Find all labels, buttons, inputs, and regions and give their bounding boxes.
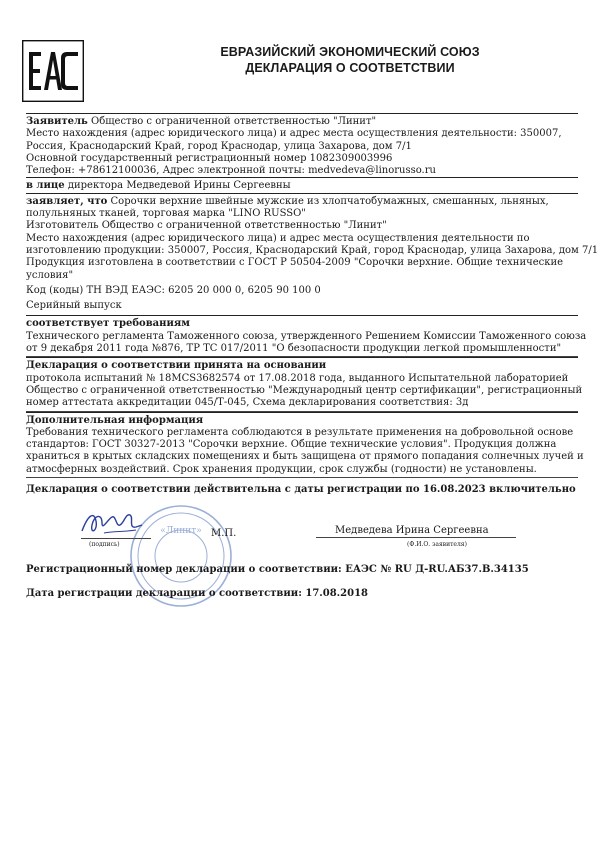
basis-line-1: протокола испытаний № 18MCS3682574 от 17.08.2018 года, выданного Испытательной лабораторией	[26, 372, 569, 384]
signer-name: Медведева Ирина Сергеевна	[335, 525, 489, 536]
registration-date: Дата регистрации декларации о соответствии: 17.08.2018	[26, 588, 368, 599]
stamp-place-label: М.П.	[211, 528, 237, 539]
additional-line-1: Требования технического регламента соблюдаются в результате применения на добровольной основе	[26, 426, 574, 438]
additional-line-3: храниться в крытых складских помещениях и быть защищена от прямого попадания солнечных лучей и	[26, 451, 584, 463]
handwritten-signature	[78, 505, 144, 541]
basis-label: Декларация о соответствии принята на основании	[26, 360, 327, 372]
representative-label: в лице	[26, 180, 65, 192]
eac-logo	[22, 40, 84, 102]
applicant-address-2: Россия, Краснодарский Край, город Краснодар, улица Захарова, дом 7/1	[26, 140, 412, 152]
conformity-line-2: от 9 декабря 2011 года №876, ТР ТС 017/2011 "О безопасности продукции легкой промышленности"	[26, 343, 578, 357]
manufacturer-address-2: изготовлению продукции: 350007, Россия, Краснодарский Край, город Краснодар, улица Захарова, дом 7/1	[26, 244, 599, 256]
statement-label: заявляет, что	[26, 195, 108, 207]
basis-section	[26, 357, 583, 411]
statement-line-2: полульняных тканей, торговая марка "LINO RUSSO"	[26, 208, 306, 220]
additional-section	[26, 412, 584, 478]
additional-line-4: атмосферных воздействий. Срок хранения продукции, срок службы (годности) не установлены.	[26, 464, 578, 478]
basis-line-2: Общество с ограниченной ответственностью "Международный центр сертификации", регистрационный	[26, 384, 583, 396]
validity-statement: Декларация о соответствии действительна с даты регистрации по 16.08.2023 включительно	[26, 484, 576, 496]
tnved-codes: Код (коды) ТН ВЭД ЕАЭС: 6205 20 000 0, 6205 90 100 0	[26, 284, 321, 296]
document-header	[150, 44, 550, 76]
conformity-label: соответствует требованиям	[26, 318, 190, 330]
additional-label: Дополнительная информация	[26, 414, 204, 426]
registration-number: Регистрационный номер декларации о соответствии: ЕАЭС № RU Д-RU.АБ37.В.34135	[26, 564, 529, 575]
standard-line-2: условия"	[26, 269, 74, 281]
applicant-name: Общество с ограниченной ответственностью "Линит"	[87, 116, 377, 127]
representative-text: директора Медведевой Ирины Сергеевны	[64, 180, 291, 192]
representative-section	[26, 177, 578, 192]
additional-line-2: стандартов: ГОСТ 30327-2013 "Сорочки верхние. Общие технические условия". Продукция должна	[26, 439, 557, 451]
manufacturer-address-1: Место нахождения (адрес юридического лица) и адрес места осуществления деятельности по	[26, 232, 530, 244]
signature-block	[26, 505, 578, 565]
basis-line-3: номер аттестата аккредитации 045/Т-045, Схема декларирования соответствия: 3д	[26, 397, 578, 411]
signer-line	[316, 537, 516, 538]
union-title: ЕВРАЗИЙСКИЙ ЭКОНОМИЧЕСКИЙ СОЮЗ	[220, 45, 480, 59]
applicant-section	[26, 113, 578, 177]
seal-text: «Линит»	[160, 526, 202, 536]
conformity-section	[26, 315, 587, 357]
applicant-address-1: Место нахождения (адрес юридического лица) и адрес места осуществления деятельности: 350007,	[26, 128, 562, 140]
signature-line	[81, 538, 151, 539]
statement-line-1: Сорочки верхние швейные мужские из хлопчатобумажных, смешанных, льняных,	[107, 195, 549, 207]
applicant-ogrn: Основной государственный регистрационный номер 1082309003996	[26, 152, 393, 164]
manufacturer: Изготовитель Общество с ограниченной ответственностью "Линит"	[26, 220, 387, 232]
conformity-line-1: Технического регламента Таможенного союза, утвержденного Решением Комиссии Таможенного союза	[26, 330, 587, 342]
applicant-label: Заявитель	[26, 116, 88, 127]
signature-caption: (подпись)	[89, 541, 120, 548]
statement-section	[26, 193, 599, 316]
document-title: ДЕКЛАРАЦИЯ О СООТВЕТСТВИИ	[245, 61, 455, 75]
applicant-contacts: Телефон: +78612100036, Адрес электронной почты: medvedeva@linorusso.ru	[26, 165, 436, 177]
registration-block	[26, 562, 578, 602]
serial-production: Серийный выпуск	[26, 300, 122, 312]
declaration-body	[26, 113, 599, 496]
signer-caption: (Ф.И.О. заявителя)	[407, 541, 467, 548]
standard-line-1: Продукция изготовлена в соответствии с ГОСТ Р 50504-2009 "Сорочки верхние. Общие технические	[26, 257, 564, 269]
